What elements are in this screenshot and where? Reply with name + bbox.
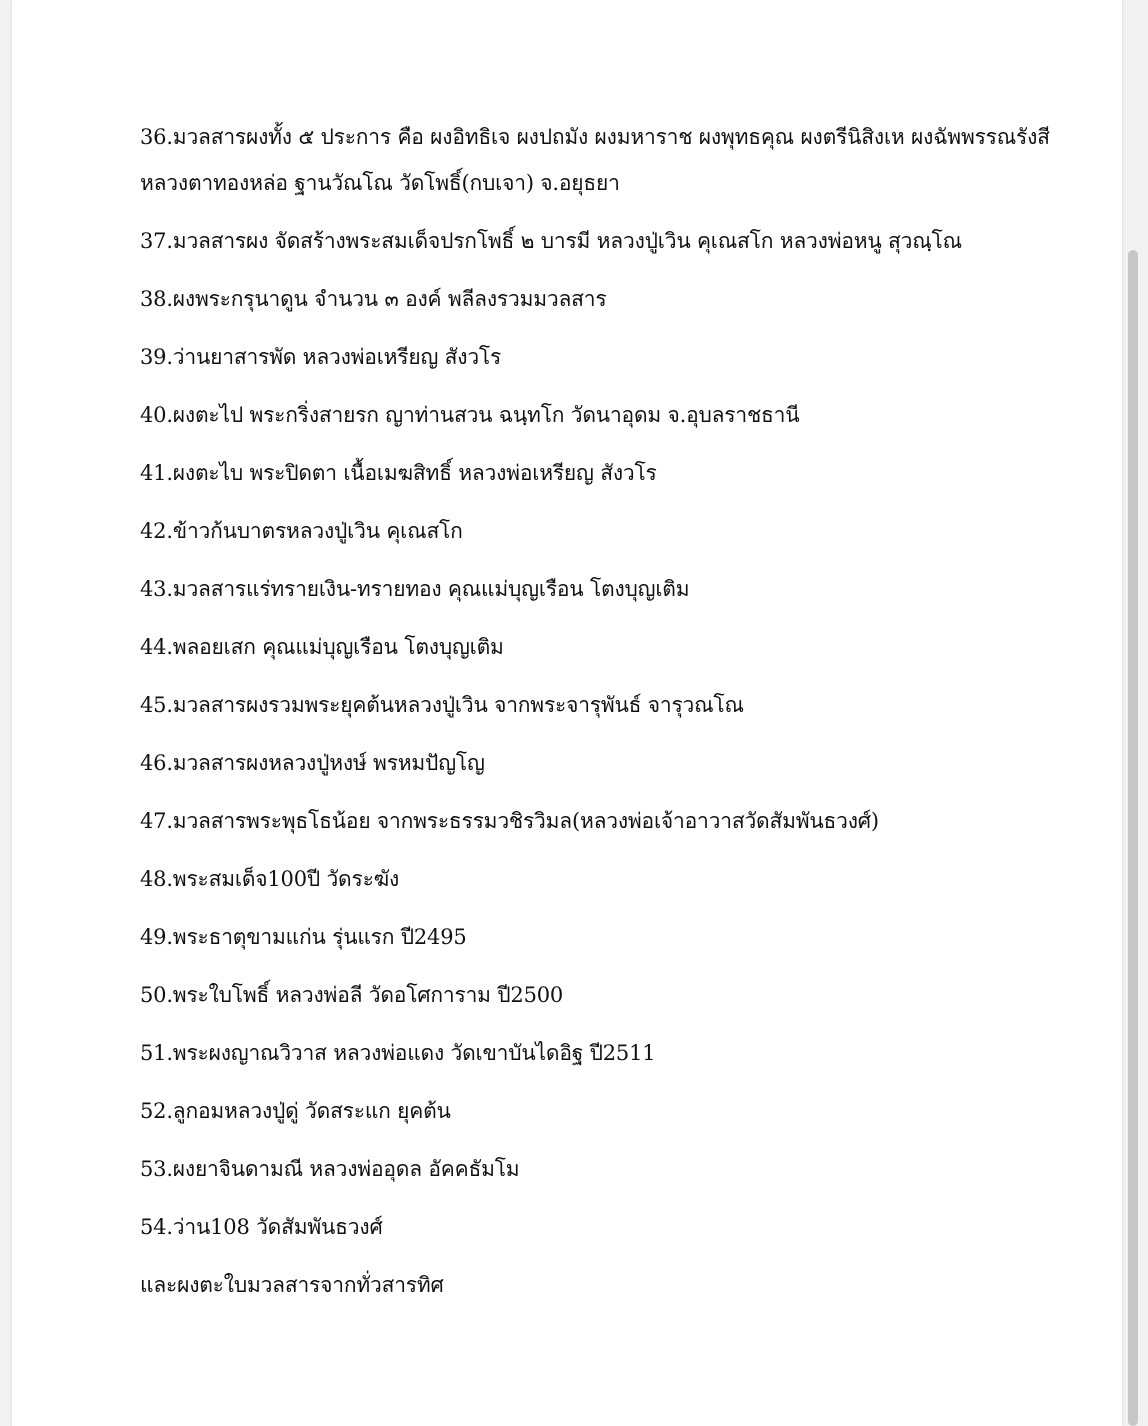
list-item-44: 44.พลอยเสก คุณแม่บุญเรือน โตงบุญเติม — [140, 635, 504, 659]
document-page — [12, 0, 1122, 1426]
list-item-39: 39.ว่านยาสารพัด หลวงพ่อเหรียญ สังวโร — [140, 345, 502, 369]
list-item-38: 38.ผงพระกรุนาดูน จำนวน ๓ องค์ พลีลงรวมมวลสาร — [140, 287, 607, 311]
list-item-49: 49.พระธาตุขามแก่น รุ่นแรก ปี2495 — [140, 925, 467, 949]
list-item-42: 42.ข้าวก้นบาตรหลวงปู่เวิน คุเณสโก — [140, 519, 463, 543]
list-item-40: 40.ผงตะไป พระกริ่งสายรก ญาท่านสวน ฉนฺทโก วัดนาอุดม จ.อุบลราชธานี — [140, 403, 800, 427]
list-item-43: 43.มวลสารแร่ทรายเงิน-ทรายทอง คุณแม่บุญเรือน โตงบุญเติม — [140, 577, 690, 601]
list-item-53: 53.ผงยาจินดามณี หลวงพ่ออุดล อัคคธัมโม — [140, 1157, 520, 1181]
list-item-48: 48.พระสมเด็จ100ปี วัดระฆัง — [140, 867, 400, 891]
document-body — [140, 116, 1100, 1322]
list-item-37: 37.มวลสารผง จัดสร้างพระสมเด็จปรกโพธิ์ ๒ บารมี หลวงปู่เวิน คุเณสโก หลวงพ่อหนู สุวณฺโณ — [140, 229, 962, 253]
closing-line: และผงตะใบมวลสารจากทั่วสารทิศ — [140, 1273, 444, 1297]
list-item-41: 41.ผงตะไบ พระปิดตา เนื้อเมฆสิทธิ์ หลวงพ่อเหรียญ สังวโร — [140, 461, 657, 485]
list-item-52: 52.ลูกอมหลวงปู่ดู่ วัดสระแก ยุคต้น — [140, 1099, 451, 1123]
list-item-36-continued: หลวงตาทองหล่อ ฐานวัณโณ วัดโพธิ์(กบเจา) จ.อยุธยา — [140, 171, 620, 195]
list-item-45: 45.มวลสารผงรวมพระยุคต้นหลวงปู่เวิน จากพระจารุพันธ์ จารุวณโณ — [140, 693, 744, 717]
list-item-54: 54.ว่าน108 วัดสัมพันธวงศ์ — [140, 1215, 383, 1239]
list-item-47: 47.มวลสารพระพุธโธน้อย จากพระธรรมวชิรวิมล(หลวงพ่อเจ้าอาวาสวัดสัมพันธวงศ์) — [140, 809, 879, 833]
list-item-36: 36.มวลสารผงทั้ง ๕ ประการ คือ ผงอิทธิเจ ผงปถมัง ผงมหาราช ผงพุทธคุณ ผงตรีนิสิงเห ผงฉัพพรรณรังสี — [140, 125, 1050, 149]
list-item-50: 50.พระใบโพธิ์ หลวงพ่อลี วัดอโศการาม ปี2500 — [140, 983, 564, 1007]
list-item-46: 46.มวลสารผงหลวงปู่หงษ์ พรหมปัญโญ — [140, 751, 485, 775]
vertical-scrollbar[interactable] — [1128, 250, 1138, 1426]
list-item-51: 51.พระผงญาณวิวาส หลวงพ่อแดง วัดเขาบันไดอิฐ ปี2511 — [140, 1041, 656, 1065]
